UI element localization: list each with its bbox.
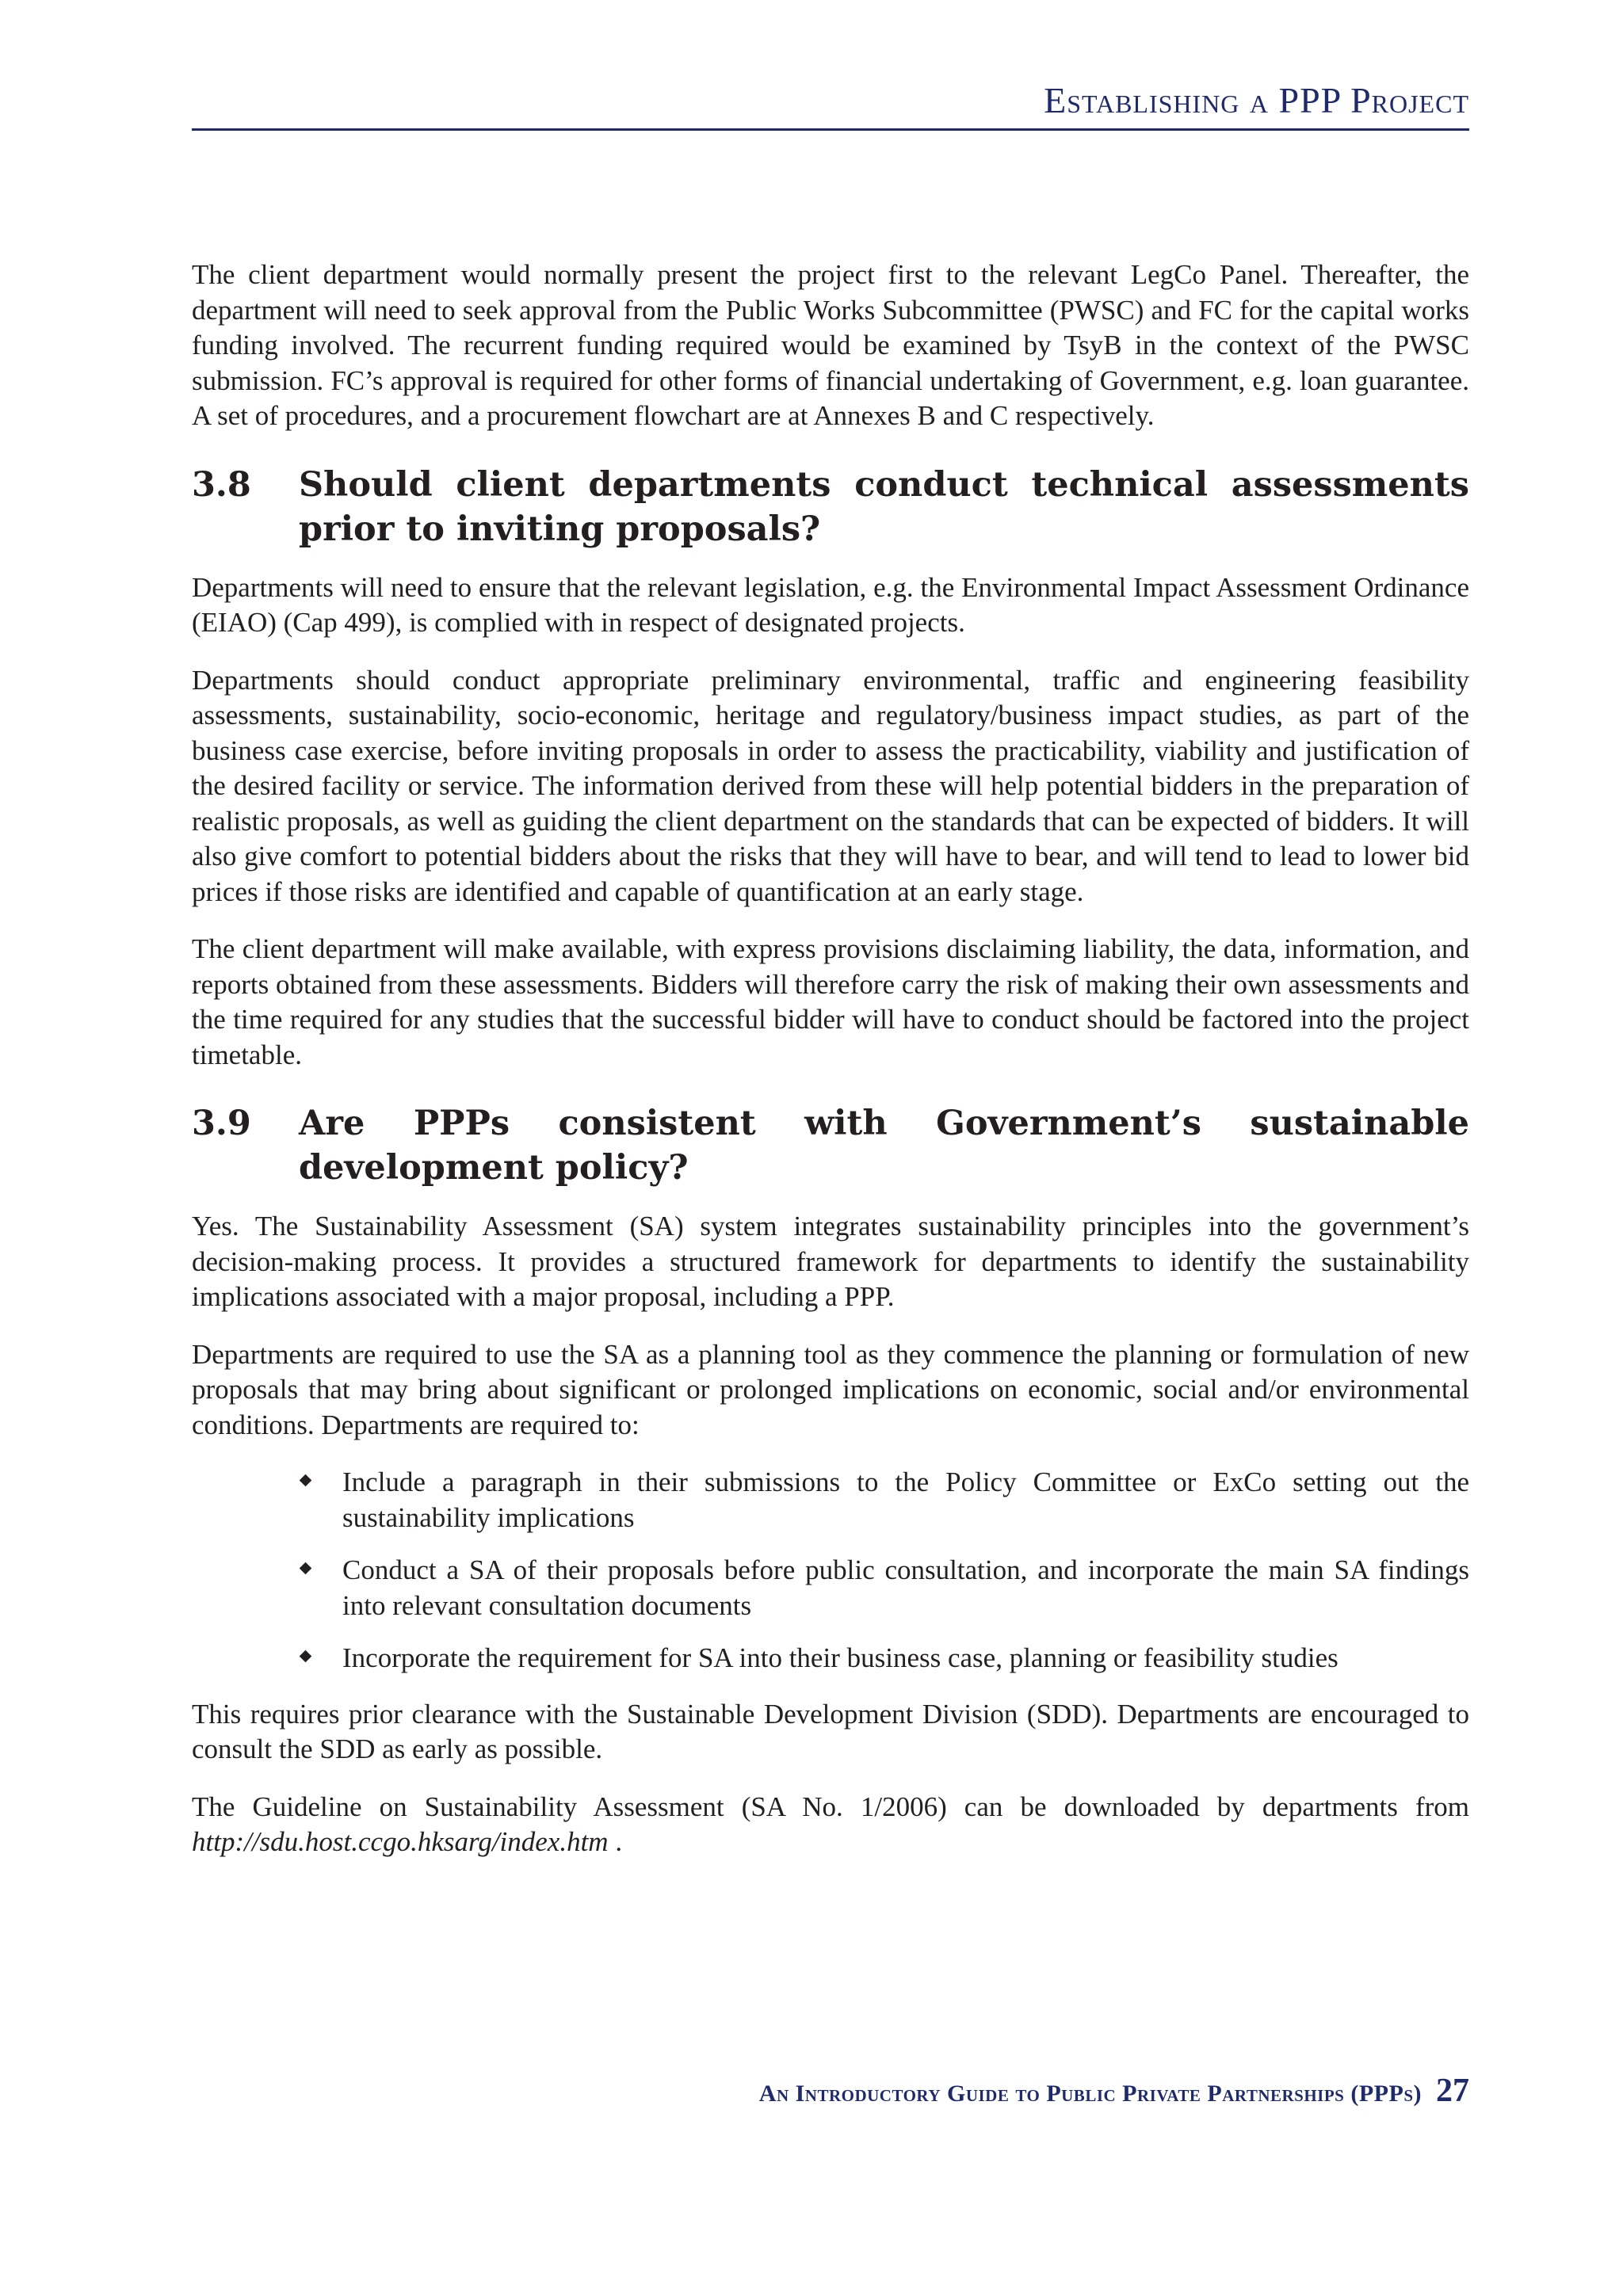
list-item-text: Conduct a SA of their proposals before public consultation, and incorporate the main SA findings into relevant consultation documents bbox=[342, 1554, 1469, 1621]
section-3-9-paragraph-1: Yes. The Sustainability Assessment (SA) system integrates sustainability principles into the government’s decision-making process. It provides a structured framework for departments to identify the sustainability implications associated with a major proposal, including a PPP. bbox=[192, 1211, 1469, 1312]
section-3-9-heading bbox=[192, 1101, 1469, 1190]
list-item bbox=[298, 1553, 1469, 1623]
intro-paragraph: The client department would normally present the project first to the relevant LegCo Panel. Thereafter, the department will need to seek approval from the Public Works Subcommittee (PWSC) and FC for the capital works funding involved. The recurrent funding required would be examined by TsyB in the context of the PWSC submission. FC’s approval is required for other forms of financial undertaking of Government, e.g. loan guarantee. A set of procedures, and a procurement flowchart are at Annexes B and C respectively. bbox=[192, 259, 1469, 431]
page-footer bbox=[192, 2072, 1469, 2110]
guideline-suffix: . bbox=[608, 1826, 623, 1857]
page-number: 27 bbox=[1436, 2073, 1469, 2109]
list-item-text: Include a paragraph in their submissions to the Policy Committee or ExCo setting out the sustainability implications bbox=[342, 1466, 1469, 1533]
list-item-text: Incorporate the requirement for SA into their business case, planning or feasibility studies bbox=[342, 1642, 1338, 1673]
guideline-paragraph bbox=[192, 1790, 1469, 1860]
section-3-9-paragraph-2: Departments are required to use the SA as a planning tool as they commence the planning or formulation of new proposals that may bring about significant or prolonged implications on economic, social and/or environmental conditions. Departments are required to: bbox=[192, 1338, 1469, 1440]
section-3-8-paragraph-3: The client department will make available, with express provisions disclaiming liability, the data, information, and reports obtained from these assessments. Bidders will therefore carry the risk of making their own assessments and the time required for any studies that the successful bidder will have to conduct should be factored into the project timetable. bbox=[192, 933, 1469, 1070]
header-rule bbox=[192, 128, 1469, 131]
running-header-title: Establishing a PPP Project bbox=[1044, 80, 1469, 120]
diamond-bullet-icon bbox=[300, 1474, 312, 1487]
section-3-8-heading bbox=[192, 463, 1469, 551]
section-3-8-paragraph-2: Departments should conduct appropriate preliminary environmental, traffic and engineering feasibility assessments, sustainability, socio-economic, heritage and regulatory/business impact studies, as part of the business case exercise, before inviting proposals in order to assess the practicability, viability and justification of the desired facility or service. The information derived from these will help potential bidders in the preparation of realistic proposals, as well as guiding the client department on the standards that can be expected of bidders. It will also give comfort to potential bidders about the risks that they will have to bear, and will tend to lead to lower bid prices if those risks are identified and capable of quantification at an early stage. bbox=[192, 664, 1469, 907]
section-3-9-number: 3.9 bbox=[192, 1104, 251, 1143]
section-3-8-title: Should client departments conduct technical assessments prior to inviting proposals? bbox=[299, 464, 1469, 549]
diamond-bullet-icon bbox=[300, 1650, 312, 1663]
footer-title: An Introductory Guide to Public Private Partnerships (PPPs) bbox=[758, 2081, 1422, 2107]
section-3-8-number: 3.8 bbox=[192, 464, 251, 505]
list-item bbox=[298, 1641, 1469, 1676]
diamond-bullet-icon bbox=[300, 1562, 312, 1575]
guideline-link[interactable]: http://sdu.host.ccgo.hksarg/index.htm bbox=[192, 1826, 609, 1857]
guideline-text: The Guideline on Sustainability Assessment (SA No. 1/2006) can be downloaded by departments from bbox=[192, 1791, 1469, 1822]
requirements-list bbox=[192, 1465, 1469, 1676]
section-3-9-title: Are PPPs consistent with Government’s sustainable development policy? bbox=[299, 1104, 1469, 1188]
clearance-paragraph: This requires prior clearance with the Sustainable Development Division (SDD). Departments are encouraged to consult the SDD as early as possible. bbox=[192, 1698, 1469, 1764]
body-content bbox=[192, 257, 1469, 1882]
section-3-8-paragraph-1: Departments will need to ensure that the relevant legislation, e.g. the Environmental Impact Assessment Ordinance (EIAO) (Cap 499), is complied with in respect of designated projects. bbox=[192, 571, 1469, 638]
list-item bbox=[298, 1465, 1469, 1535]
